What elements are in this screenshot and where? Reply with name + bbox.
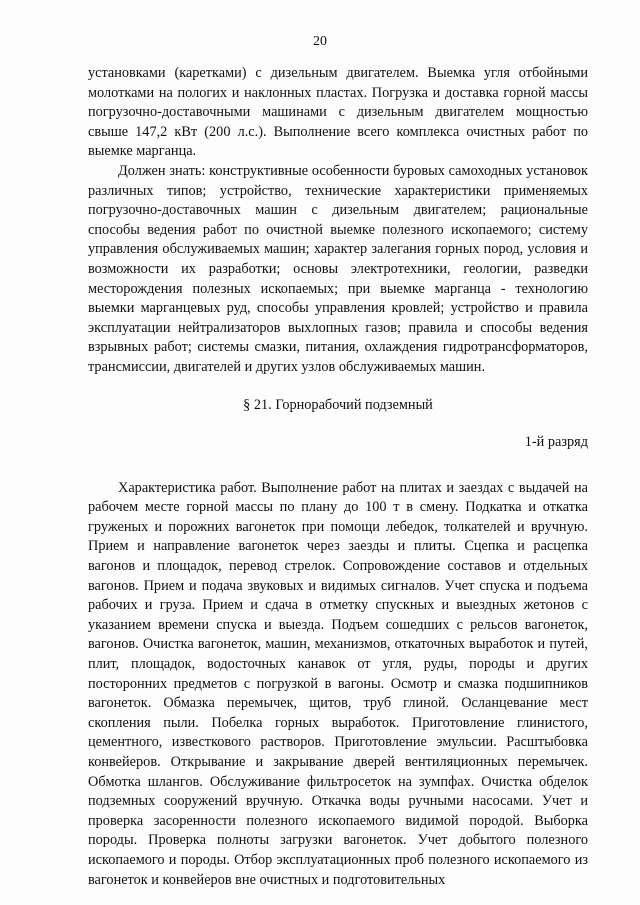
paragraph-work-characteristics: Характеристика работ. Выполнение работ на плитах и заездах с выдачей на рабочем месте горной массы по плану до 100 т в смену. Подкатка и откатка груженых и порожних вагонеток при помощи лебедок, толкателей и вручную. Прием и направление вагонеток через заезды и плиты. Сцепка и расцепка вагонов и площадок, перевод стрелок. Сопровождение составов и отдельных вагонов. Прием и подача звуковых и видимых сигналов. Учет спуска и подъема рабочих и груза. Прием и сдача в отметку спускных и выездных жетонов с указанием времени спуска и выезда. Подъем сошедших с рельсов вагонеток, вагонов. Очистка вагонеток, машин, механизмов, откаточных выработок и путей, плит, площадок, водосточных канавок от угля, руды, породы и других посторонних предметов с погрузкой в вагоны. Осмотр и смазка подшипников вагонеток. Обмазка перемычек, щитов, труб глиной. Осланцевание мест скопления пыли. Побелка горных выработок. Приготовление глинистого, цементного, известкового растворов. Приготовление эмульсии. Расштыбовка конвейеров. Открывание и закрывание дверей вентиляционных перемычек. Обмотка шлангов. Обслуживание фильтросеток на зумпфах. Очистка обделок подземных сооружений вручную. Откачка воды ручными насосами. Учет и проверка засоренности полезного ископаемого видимой породой. Выборка породы. Проверка полноты загрузки вагонеток. Учет добытого полезного ископаемого и породы. Отбор эксплуатационных проб полезного ископаемого из вагонеток и конвейеров вне очистных и подготовительных [88, 479, 588, 888]
paragraph-continuation: установками (каретками) с дизельным двигателем. Выемка угля отбойными молотками на пологих и наклонных пластах. Погрузка и доставка горной массы погрузочно-доставочными машинами с дизельным двигателем мощностью свыше 147,2 кВт (200 л.с.). Выполнение всего комплекса очистных работ по выемке марганца. [88, 65, 588, 160]
paragraph-required-knowledge: Должен знать: конструктивные особенности буровых самоходных установок различных типов; устройство, технические характеристики применяемых погрузочно-доставочных машин с дизельным двигателем; рациональные способы ведения работ по очистной выемке полезного ископаемого; систему управления обслуживаемых машин; характер залегания горных пород, условия и возможности их разработки; основы электротехники, геологии, разведки месторождения полезных ископаемых; при выемке марганца - технологию выемки марганцевых руд, способы управления кровлей; устройство и правила эксплуатации нейтрализаторов выхлопных газов; правила и способы ведения взрывных работ; системы смазки, питания, охлаждения гидротрансформаторов, трансмиссии, двигателей и других узлов обслуживаемых машин. [88, 162, 588, 375]
document-body [88, 64, 588, 890]
page-number: 20 [313, 34, 327, 49]
section-title: § 21. Горнорабочий подземный [243, 396, 433, 413]
grade-label: 1-й разряд [524, 434, 588, 451]
